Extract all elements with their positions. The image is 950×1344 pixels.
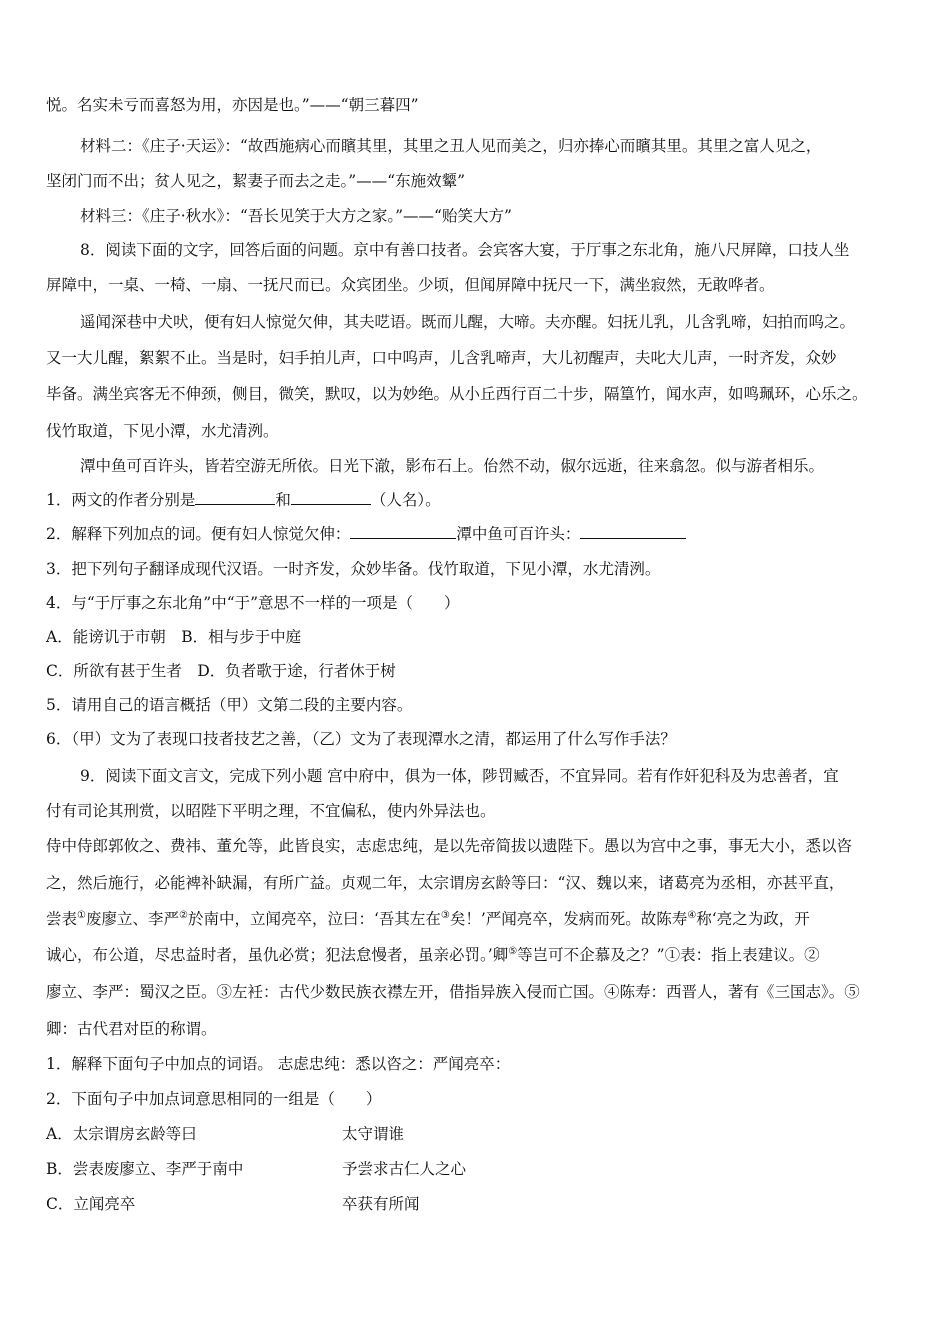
- question-text: 1．两文的作者分别是: [46, 491, 196, 509]
- option-compare: 卒获有所闻: [342, 1195, 420, 1213]
- text-run: 废廖立、李严: [85, 910, 179, 928]
- text-line: 材料二：《庄子·天运》：“故西施病心而矉其里，其里之丑人见而美之，归亦捧心而矉其里。其里之富人见之，: [80, 137, 822, 155]
- option-row-b: [46, 1159, 646, 1179]
- text-line: 屏障中，一桌、一椅、一扇、一抚尺而已。众宾团坐。少顷，但闻屏障中抚尺一下，满坐寂然，无敢哗者。: [46, 276, 775, 294]
- text-line: 遥闻深巷中犬吠，便有妇人惊觉欠伸，其夫呓语。既而儿醒，大啼。夫亦醒。妇抚儿乳，儿含乳啼，妇拍而呜之。: [80, 313, 856, 331]
- text-line: 悦。名实未亏而喜怒为用，亦因是也。”——“朝三暮四”: [46, 96, 419, 114]
- question-3: 3．把下列句子翻译成现代汉语。一时齐发，众妙毕备。伐竹取道，下见小潭，水尤清洌。: [46, 560, 661, 578]
- question-text: 潭中鱼可百许头：: [456, 525, 581, 543]
- question-2: [46, 524, 686, 544]
- question-6: 6．（甲）文为了表现口技者技艺之善，（乙）文为了表现潭水之清，都运用了什么写作手法？: [46, 730, 676, 748]
- answer-blank[interactable]: [580, 524, 686, 539]
- footnote-marker: ④: [687, 909, 697, 921]
- question-4: 4．与“于厅事之东北角”中“于”意思不一样的一项是（ ）: [46, 594, 460, 612]
- text-line: 毕备。满坐宾客无不伸颈，侧目，微笑，默叹，以为妙绝。从小丘西行百二十步，隔篁竹，闻水声，如鸣珮环，心乐之。: [46, 385, 868, 403]
- option-line: A．能谤讥于市朝 B．相与步于中庭: [46, 628, 302, 646]
- question-text: 和: [275, 491, 291, 509]
- answer-blank[interactable]: [195, 490, 275, 505]
- text-line: 潭中鱼可百许头，皆若空游无所依。日光下澈，影布石上。佁然不动，俶尔远逝，往来翕忽。似与游者相乐。: [80, 457, 825, 475]
- text-run: 尝表: [46, 910, 78, 928]
- question-5: 5．请用自己的语言概括（甲）文第二段的主要内容。: [46, 696, 413, 714]
- text-line: 材料三：《庄子·秋水》：“吾长见笑于大方之家。”——“贻笑大方”: [80, 207, 512, 225]
- text-run: 於南中，立闻亮卒，泣曰：‘吾其左在: [187, 910, 441, 928]
- option-compare: 予尝求古仁人之心: [342, 1160, 467, 1178]
- option-compare: 太守谓谁: [342, 1125, 405, 1143]
- text-line: 侍中侍郎郭攸之、费祎、董允等，此皆良实，志虑忠纯，是以先帝简拔以遗陛下。愚以为宫中之事，事无大小，悉以咨: [46, 837, 853, 855]
- sub-question-2: 2．下面句子中加点词意思相同的一组是（ ）: [46, 1090, 382, 1108]
- question-1: [46, 490, 441, 510]
- text-line: 9．阅读下面文言文，完成下列小题 宫中府中，俱为一体，陟罚臧否，不宜异同。若有作奸犯科及为忠善者，宜: [80, 767, 839, 785]
- option-label: B．尝表废廖立、李严于南中: [46, 1160, 244, 1178]
- text-line: 廖立、李严：蜀汉之臣。③左衽：古代少数民族衣襟左开，借指异族入侵而亡国。④陈寿：西晋人，著有《三国志》。⑤: [46, 983, 860, 1001]
- text-line: 付有司论其刑赏，以昭陛下平明之理，不宜偏私，使内外异法也。: [46, 802, 496, 820]
- text-line: 之，然后施行，必能裨补缺漏，有所广益。贞观二年，太宗谓房玄龄等曰：“汉、魏以来，诸葛亮为丞相，亦甚平直，: [46, 874, 845, 892]
- text-line: 卿：古代君对臣的称谓。: [46, 1020, 217, 1038]
- option-label: C．立闻亮卒: [46, 1195, 136, 1213]
- question-text: （人名）。: [370, 491, 441, 509]
- option-row-c: [46, 1194, 646, 1214]
- text-line: 8．阅读下面的文字，回答后面的问题。京中有善口技者。会宾客大宴，于厅事之东北角，施八尺屏障，口技人坐: [80, 241, 850, 259]
- text-line: [46, 945, 820, 965]
- text-run: 诚心，布公道，尽忠益时者，虽仇必赏；犯法怠慢者，虽亲必罚。’卿: [46, 946, 509, 964]
- option-row-a: [46, 1124, 646, 1144]
- answer-blank[interactable]: [350, 524, 456, 539]
- footnote-marker: ②: [179, 909, 188, 921]
- sub-question-1: 1．解释下面句子中加点的词语。 志虑忠纯：悉以咨之：严闻亮卒：: [46, 1055, 511, 1073]
- footnote-marker: ⑤: [508, 945, 518, 957]
- text-line: 伐竹取道，下见小潭，水尤清洌。: [46, 422, 279, 440]
- text-line: 坚闭门而不出；贫人见之，絜妻子而去之走。”——“东施效颦”: [46, 172, 466, 190]
- footnote-marker: ①: [77, 909, 86, 921]
- text-run: 称‘亮之为政，开: [696, 910, 810, 928]
- text-line: 又一大儿醒，絮絮不止。当是时，妇手拍儿声，口中呜声，儿含乳啼声，大儿初醒声，夫叱大儿声，一时齐发，众妙: [46, 349, 837, 367]
- text-run: 等岂可不企慕及之？”①表：指上表建议。②: [517, 946, 820, 964]
- question-text: 2．解释下列加点的词。便有妇人惊觉欠伸：: [46, 525, 351, 543]
- footnote-marker: ③: [440, 909, 450, 921]
- text-run: 矣！’严闻亮卒，发病而死。故陈寿: [449, 910, 688, 928]
- option-label: A．太宗谓房玄龄等曰: [46, 1125, 197, 1143]
- text-line: [46, 909, 810, 929]
- answer-blank[interactable]: [291, 490, 371, 505]
- option-line: C．所欲有甚于生者 D．负者歌于途，行者休于树: [46, 662, 396, 680]
